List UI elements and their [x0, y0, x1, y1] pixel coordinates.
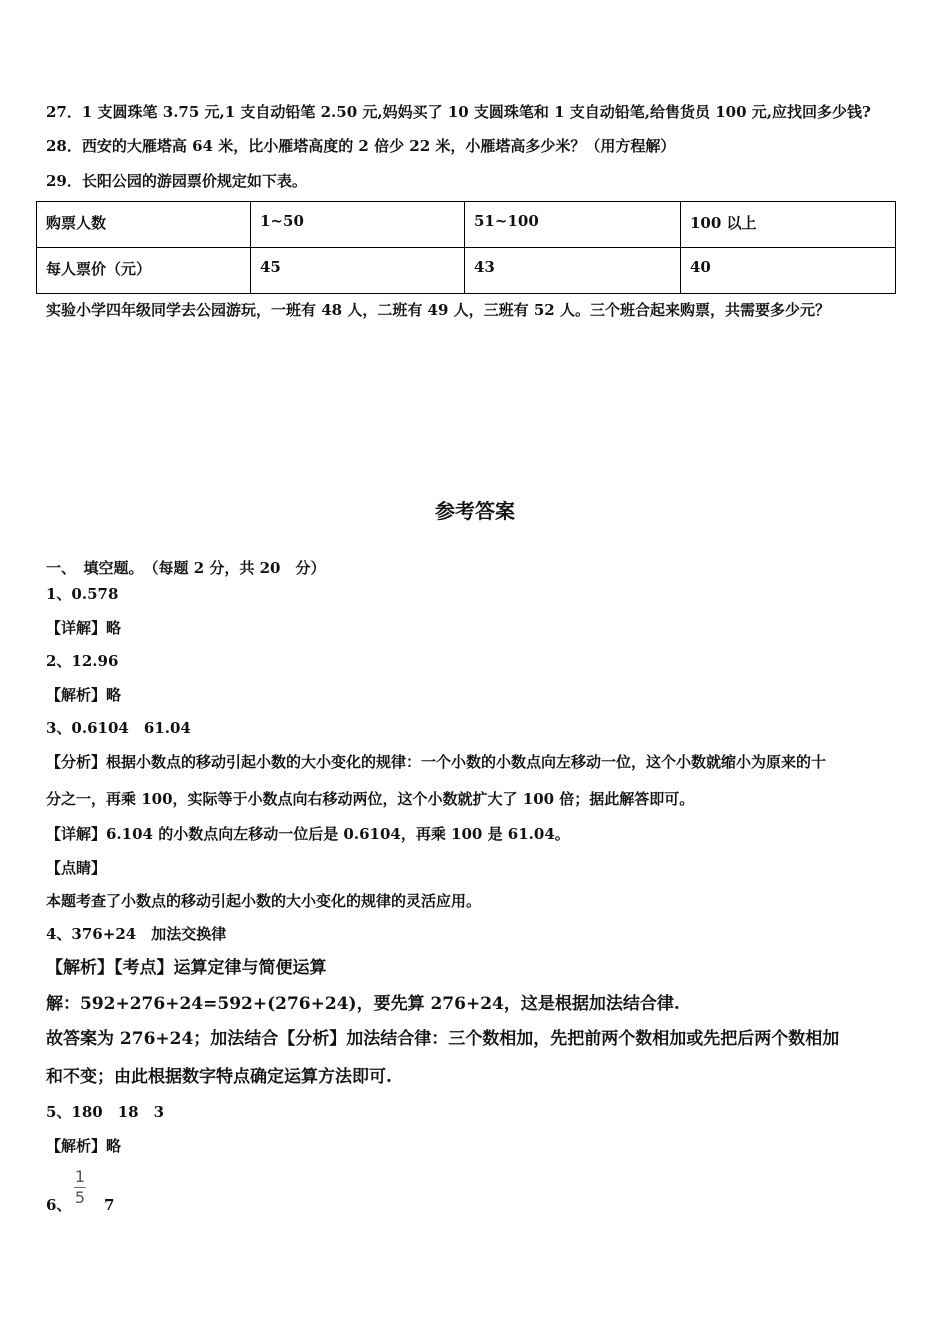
- answer-2-detail: 【解析】略: [46, 686, 122, 704]
- question-27: 27．1 支圆珠笔 3.75 元,1 支自动铅笔 2.50 元,妈妈买了 10 支圆珠笔和 1 支自动铅笔,给售货员 100 元,应找回多少钱?: [46, 103, 871, 121]
- answer-1: 1、0.578: [46, 585, 119, 603]
- section-heading: 一、 填空题。 （每题 2 分，共 20 分）: [46, 559, 326, 577]
- question-28: 28．西安的大雁塔高 64 米，比小雁塔高度的 2 倍少 22 米，小雁塔高多少米？（用方程解）: [46, 137, 676, 155]
- table-cell: 40: [681, 248, 896, 294]
- table-cell: 100 以上: [681, 202, 896, 248]
- answer-3: 3、0.6104 61.04: [46, 719, 191, 737]
- answer-1-detail: 【详解】略: [46, 619, 122, 637]
- answer-3-analysis-2: 分之一，再乘 100，实际等于小数点向右移动两位，这个小数就扩大了 100 倍；据此解答即可。: [46, 790, 695, 808]
- answer-4-point: 【解析】【考点】运算定律与简便运算: [46, 958, 327, 978]
- answer-3-detail: 【详解】6.104 的小数点向左移动一位后是 0.6104，再乘 100 是 61.04。: [46, 825, 570, 843]
- answer-6-fraction: [74, 1168, 86, 1207]
- answer-6-prefix: 6、: [46, 1196, 72, 1214]
- table-cell: 45: [251, 248, 465, 294]
- fraction-numerator: 1: [74, 1167, 86, 1186]
- answer-3-tip-label: 【点睛】: [46, 859, 107, 877]
- answer-4-solve: 解：592+276+24=592+(276+24)，要先算 276+24，这是根据加法结合律.: [46, 994, 680, 1014]
- answer-5-detail: 【解析】略: [46, 1137, 122, 1155]
- answers-title: 参考答案: [435, 499, 515, 523]
- table-row: [37, 248, 896, 294]
- answer-2: 2、12.96: [46, 652, 119, 670]
- table-cell: 购票人数: [37, 202, 251, 248]
- question-29-text: 实验小学四年级同学去公园游玩，一班有 48 人，二班有 49 人，三班有 52 人。三个班合起来购票，共需要多少元？: [46, 301, 830, 319]
- answer-5: 5、180 18 3: [46, 1103, 165, 1121]
- question-29: 29．长阳公园的游园票价规定如下表。: [46, 172, 307, 190]
- answer-4-answer-2: 和不变；由此根据数字特点确定运算方法即可.: [46, 1067, 392, 1087]
- answer-4-answer-1: 故答案为 276+24；加法结合【分析】加法结合律：三个数相加，先把前两个数相加或先把后两个数相加: [46, 1029, 840, 1049]
- answer-3-analysis-1: 【分析】根据小数点的移动引起小数的大小变化的规律：一个小数的小数点向左移动一位，这个小数就缩小为原来的十: [46, 753, 827, 771]
- answer-4: 4、376+24 加法交换律: [46, 925, 227, 943]
- table-row: [37, 202, 896, 248]
- table-cell: 51~100: [465, 202, 681, 248]
- ticket-price-table: [36, 201, 896, 294]
- table-cell: 43: [465, 248, 681, 294]
- fraction-denominator: 5: [74, 1188, 86, 1207]
- table-cell: 每人票价（元）: [37, 248, 251, 294]
- answer-6-rest: 7: [104, 1196, 115, 1214]
- answer-3-tip: 本题考查了小数点的移动引起小数的大小变化的规律的灵活应用。: [46, 892, 482, 910]
- table-cell: 1~50: [251, 202, 465, 248]
